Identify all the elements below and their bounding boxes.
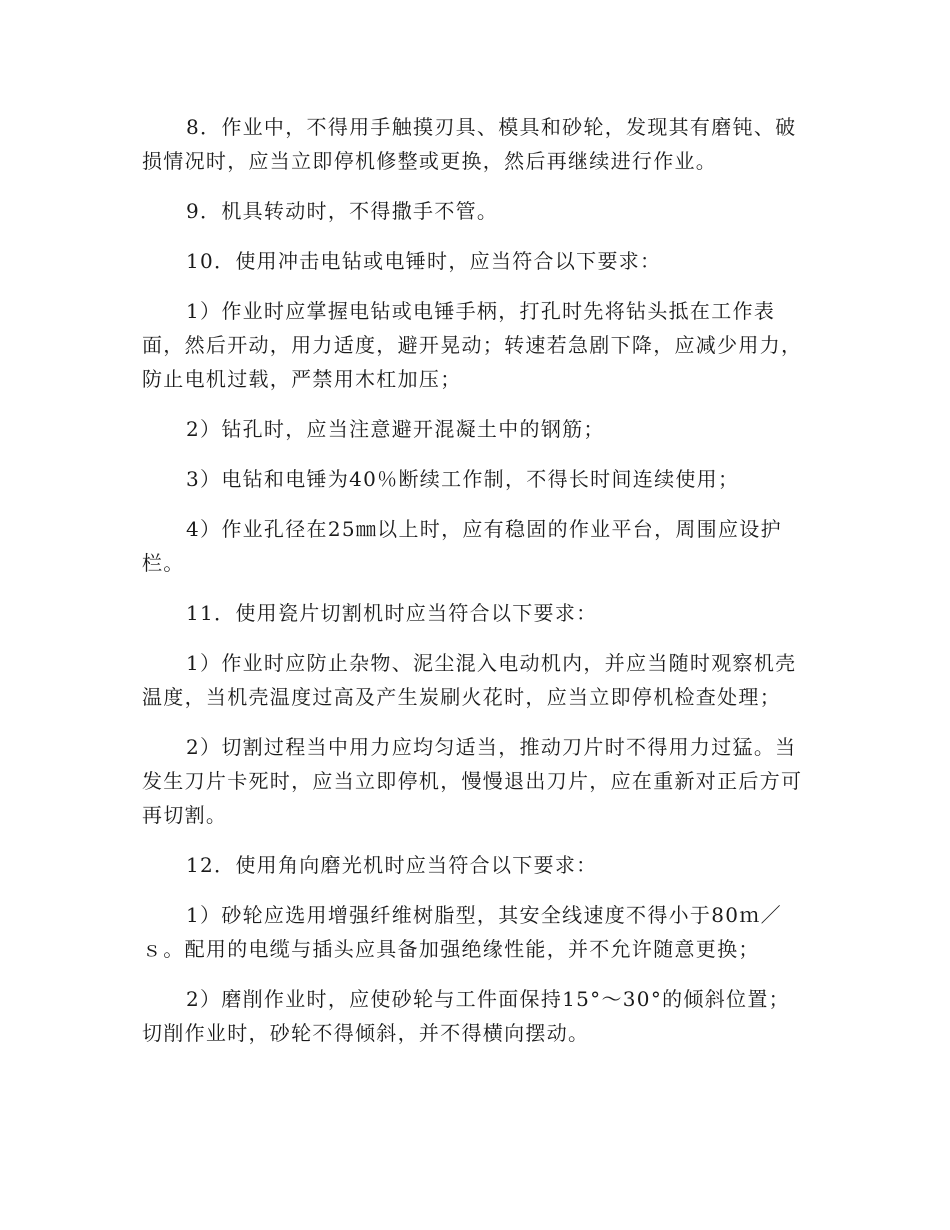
paragraph-subitem-10-1: 1）作业时应掌握电钻或电锤手柄，打孔时先将钻头抵在工作表面，然后开动，用力适度，避开晃动；转速若急剧下降，应减少用力，防止电机过载，严禁用木杠加压； [142,299,803,391]
paragraph-item-8: 8．作业中，不得用手触摸刃具、模具和砂轮，发现其有磨钝、破损情况时，应当立即停机修整或更换，然后再继续进行作业。 [142,115,797,173]
paragraph-item-9: 9．机具转动时，不得撒手不管。 [186,199,499,223]
paragraph-subitem-10-4: 4）作业孔径在25㎜以上时，应有稳固的作业平台，周围应设护栏。 [142,517,782,575]
paragraph-subitem-12-1: 1）砂轮应选用增强纤维树脂型，其安全线速度不得小于80ｍ／ｓ。配用的电缆与插头应具备加强绝缘性能，并不允许随意更换； [142,903,782,961]
paragraph-item-11-heading: 11．使用瓷片切割机时应当符合以下要求： [186,601,598,625]
paragraph-subitem-11-2: 2）切割过程当中用力应均匀适当，推动刀片时不得用力过猛。当发生刀片卡死时，应当立即停机，慢慢退出刀片，应在重新对正后方可再切割。 [142,735,803,827]
paragraph-item-10-heading: 10．使用冲击电钻或电锤时，应当符合以下要求： [186,249,662,273]
paragraph-subitem-11-1: 1）作业时应防止杂物、泥尘混入电动机内，并应当随时观察机壳温度，当机壳温度过高及产生炭刷火花时，应当立即停机检查处理； [142,651,797,709]
paragraph-subitem-10-2: 2）钻孔时，应当注意避开混凝土中的钢筋； [186,417,605,441]
document-body [142,110,810,1066]
paragraph-subitem-10-3: 3）电钻和电锤为40％断续工作制，不得长时间连续使用； [186,467,740,491]
paragraph-item-12-heading: 12．使用角向磨光机时应当符合以下要求： [186,853,598,877]
paragraph-subitem-12-2: 2）磨削作业时，应使砂轮与工件面保持15°～30°的倾斜位置；切削作业时，砂轮不得倾斜，并不得横向摆动。 [142,987,790,1045]
